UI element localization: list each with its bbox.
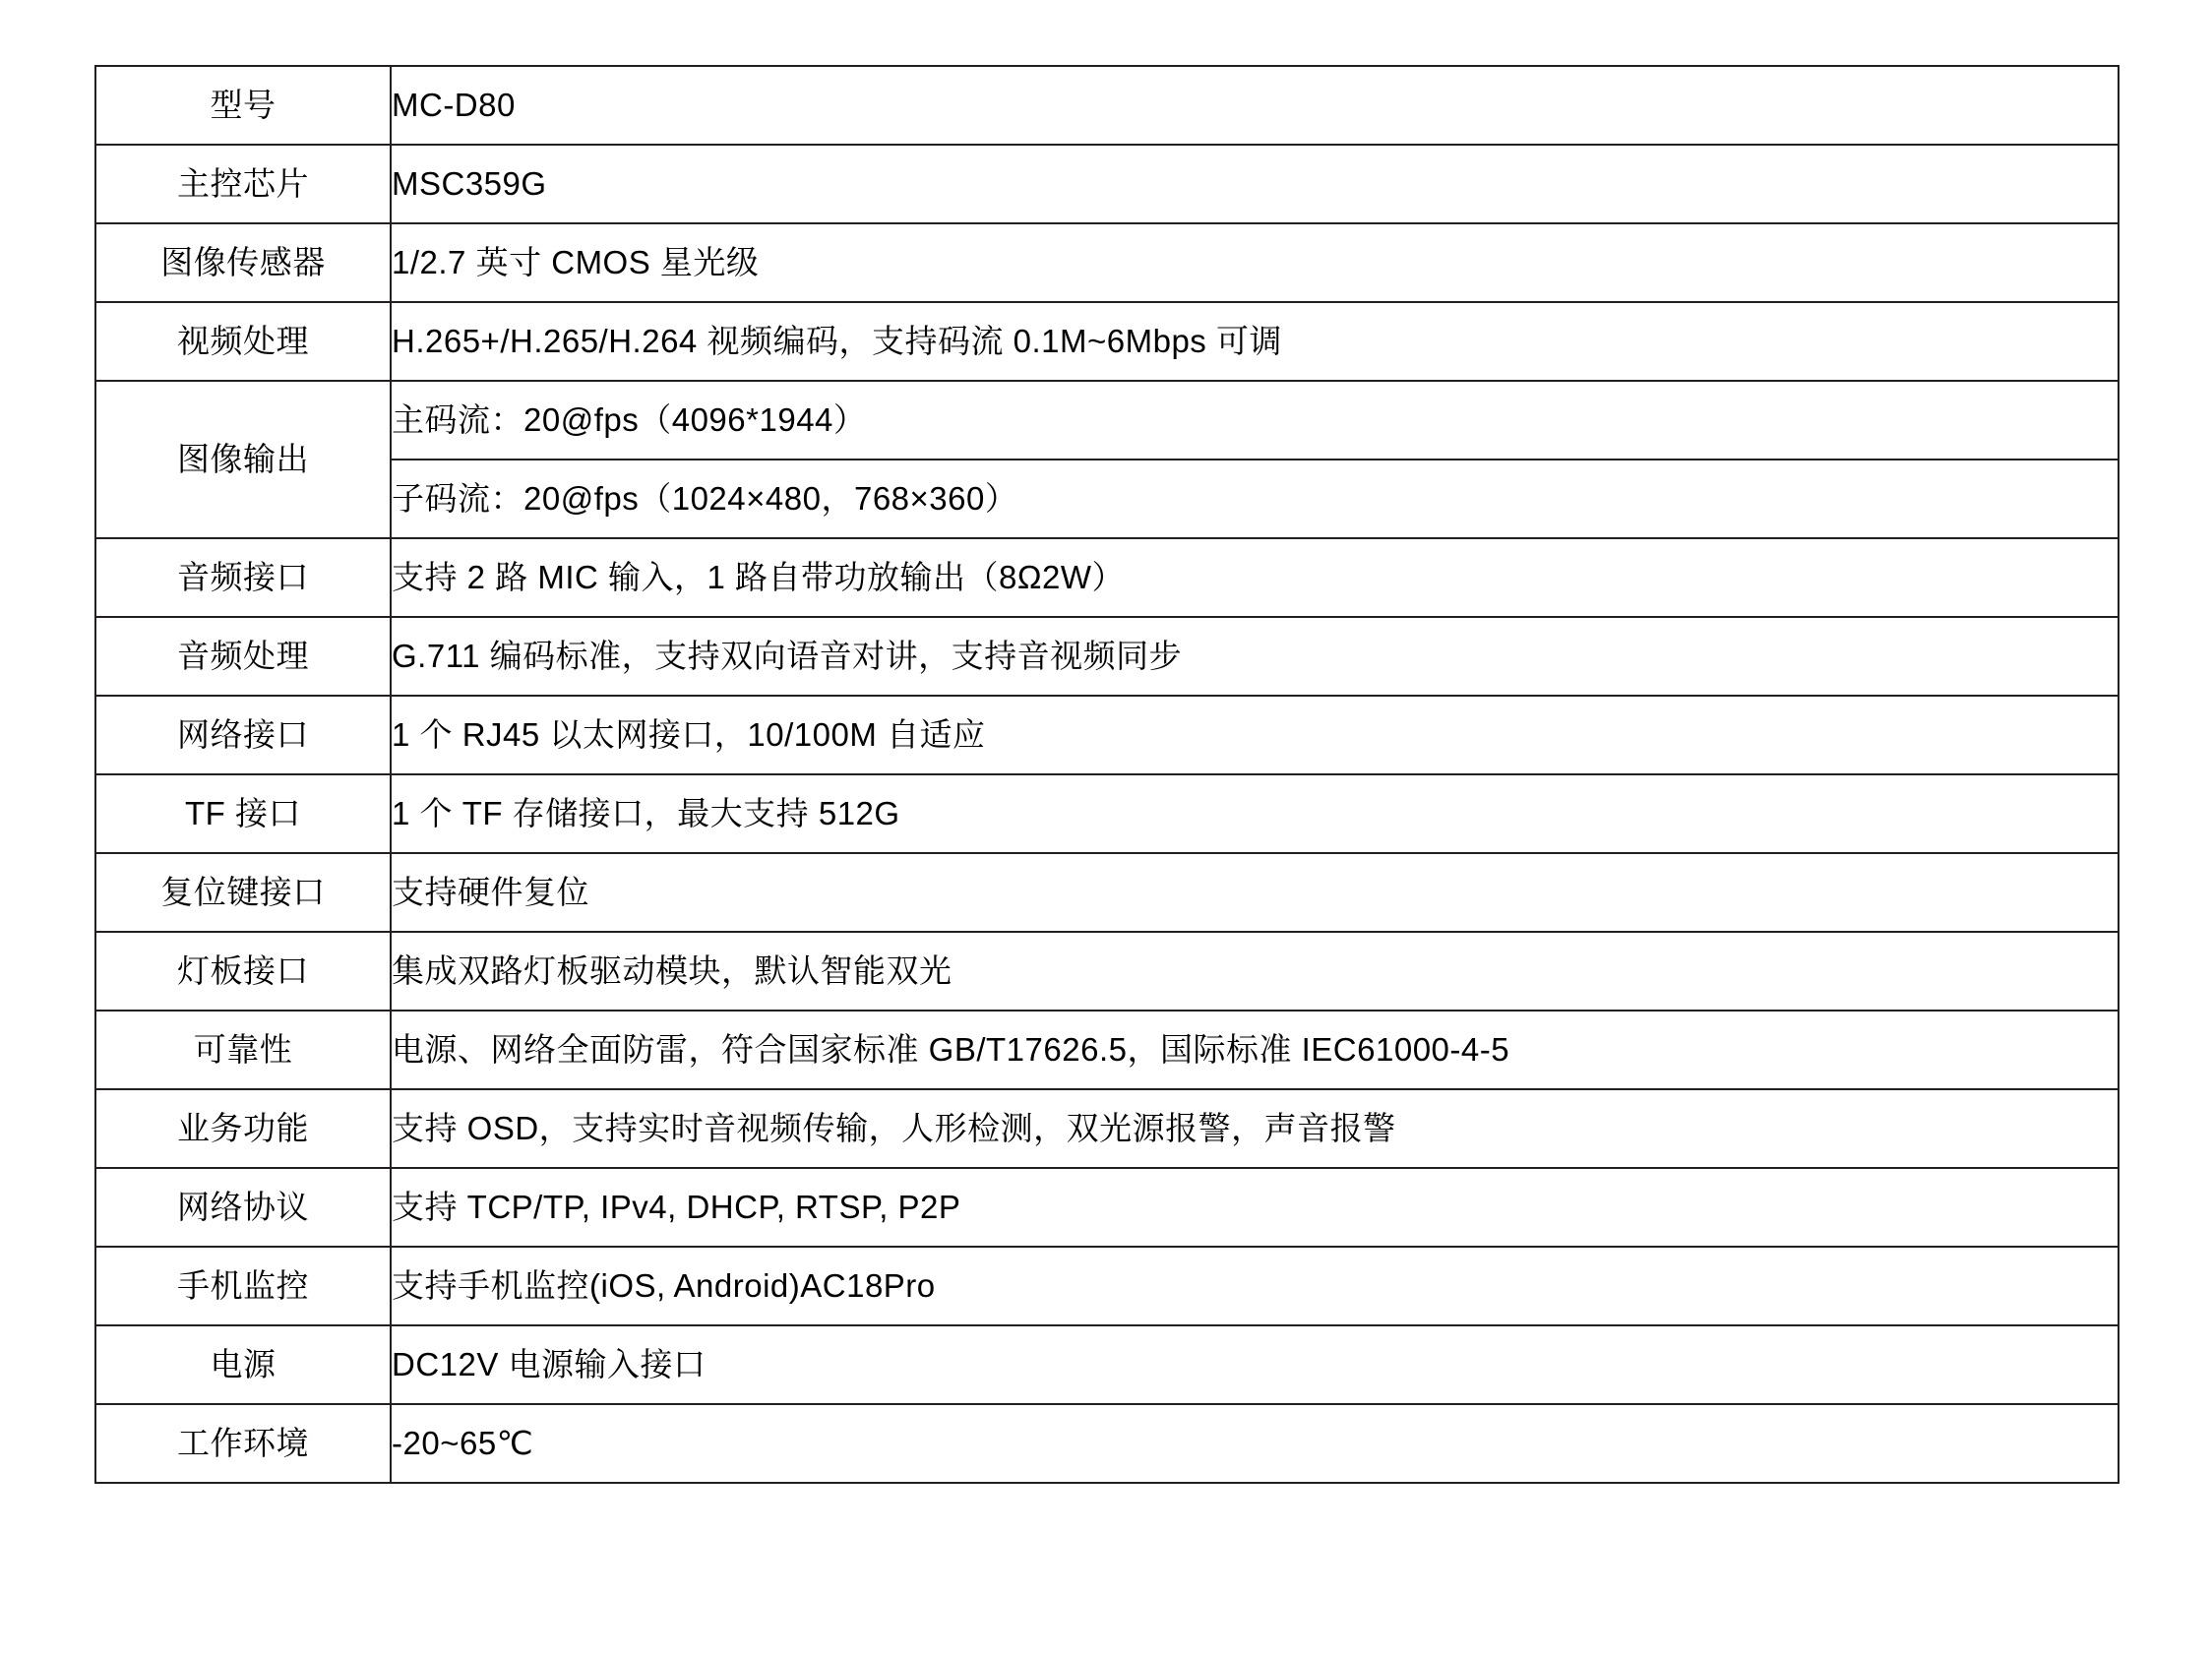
spec-value-operating-environment: -20~65℃ (391, 1404, 2119, 1483)
spec-value-image-sensor: 1/2.7 英寸 CMOS 星光级 (391, 223, 2119, 302)
spec-label-audio-processing: 音频处理 (95, 617, 391, 696)
spec-value-main-stream: 主码流：20@fps（4096*1944） (391, 381, 2119, 460)
table-row (95, 538, 2119, 617)
table-row (95, 381, 2119, 460)
spec-value-network-interface: 1 个 RJ45 以太网接口，10/100M 自适应 (391, 696, 2119, 774)
spec-label-reliability: 可靠性 (95, 1011, 391, 1089)
spec-value-business-functions: 支持 OSD，支持实时音视频传输，人形检测，双光源报警，声音报警 (391, 1089, 2119, 1168)
spec-value-audio-interface: 支持 2 路 MIC 输入，1 路自带功放输出（8Ω2W） (391, 538, 2119, 617)
spec-label-mobile-monitoring: 手机监控 (95, 1247, 391, 1325)
spec-label-reset-interface: 复位键接口 (95, 853, 391, 932)
table-row (95, 1168, 2119, 1247)
table-row (95, 1404, 2119, 1483)
spec-label-business-functions: 业务功能 (95, 1089, 391, 1168)
spec-value-reliability: 电源、网络全面防雷，符合国家标准 GB/T17626.5，国际标准 IEC61000-4-5 (391, 1011, 2119, 1089)
spec-label-power: 电源 (95, 1325, 391, 1404)
specification-table (94, 65, 2120, 1484)
table-row (95, 853, 2119, 932)
table-row (95, 696, 2119, 774)
spec-value-video-processing: H.265+/H.265/H.264 视频编码，支持码流 0.1M~6Mbps 可调 (391, 302, 2119, 381)
table-row (95, 223, 2119, 302)
spec-label-main-chip: 主控芯片 (95, 145, 391, 223)
table-row (95, 460, 2119, 538)
table-row (95, 145, 2119, 223)
spec-value-power: DC12V 电源输入接口 (391, 1325, 2119, 1404)
table-row (95, 774, 2119, 853)
table-row (95, 66, 2119, 145)
spec-label-audio-interface: 音频接口 (95, 538, 391, 617)
spec-label-tf-interface: TF 接口 (95, 774, 391, 853)
spec-label-operating-environment: 工作环境 (95, 1404, 391, 1483)
spec-label-image-output: 图像输出 (95, 381, 391, 538)
spec-value-mobile-monitoring: 支持手机监控(iOS, Android)AC18Pro (391, 1247, 2119, 1325)
spec-label-network-protocol: 网络协议 (95, 1168, 391, 1247)
spec-value-sub-stream: 子码流：20@fps（1024×480，768×360） (391, 460, 2119, 538)
spec-value-main-chip: MSC359G (391, 145, 2119, 223)
spec-value-audio-processing: G.711 编码标准，支持双向语音对讲，支持音视频同步 (391, 617, 2119, 696)
table-row (95, 1325, 2119, 1404)
spec-label-video-processing: 视频处理 (95, 302, 391, 381)
spec-value-light-board-interface: 集成双路灯板驱动模块，默认智能双光 (391, 932, 2119, 1011)
spec-value-tf-interface: 1 个 TF 存储接口，最大支持 512G (391, 774, 2119, 853)
spec-label-model: 型号 (95, 66, 391, 145)
table-row (95, 1011, 2119, 1089)
table-row (95, 1089, 2119, 1168)
spec-value-network-protocol: 支持 TCP/TP, IPv4, DHCP, RTSP, P2P (391, 1168, 2119, 1247)
spec-label-image-sensor: 图像传感器 (95, 223, 391, 302)
table-row (95, 1247, 2119, 1325)
table-row (95, 932, 2119, 1011)
spec-label-network-interface: 网络接口 (95, 696, 391, 774)
spec-value-model: MC-D80 (391, 66, 2119, 145)
spec-value-reset-interface: 支持硬件复位 (391, 853, 2119, 932)
table-row (95, 302, 2119, 381)
spec-label-light-board-interface: 灯板接口 (95, 932, 391, 1011)
table-row (95, 617, 2119, 696)
